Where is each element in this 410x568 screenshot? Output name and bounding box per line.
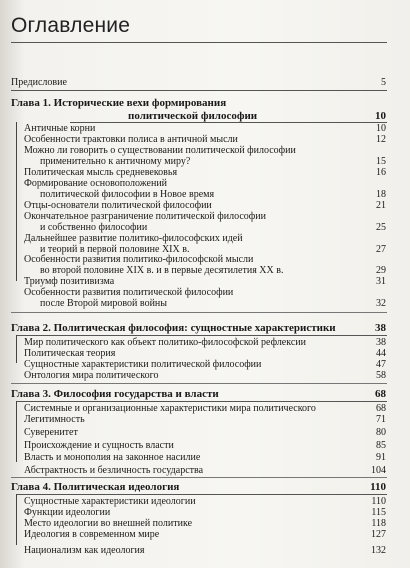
page-title: Оглавление [11,14,131,37]
toc-chapter-1-cont[interactable] [0,111,400,122]
section-page: 38 [376,337,386,348]
section-page: 115 [371,507,386,518]
toc-chapter-4[interactable] [0,482,400,493]
chapter-page: 68 [375,388,386,400]
section-label: Суверенитет [24,427,78,438]
section-label: Сущностные характеристики политической философии [24,359,262,370]
toc-section[interactable] [0,507,400,518]
section-page: 132 [371,545,386,556]
section-page: 32 [376,298,386,309]
toc-section[interactable] [0,178,400,189]
section-page: 68 [376,403,386,414]
section-label-cont: и теорий в первой половине XIX в. [40,244,190,255]
section-page: 21 [376,200,386,211]
section-page: 80 [376,427,386,438]
toc-section[interactable] [0,348,400,359]
toc-section[interactable] [0,337,400,348]
section-label: Окончательное разграничение политической философии [24,211,266,222]
preface-rule [11,90,387,91]
chapter-page: 110 [370,481,386,493]
toc-section[interactable] [0,414,400,425]
toc-section-cont[interactable] [0,222,400,233]
section-page: 58 [376,370,386,381]
section-label: Особенности развития политической философии [24,287,234,298]
toc-section-cont[interactable] [0,265,400,276]
section-label-cont: во второй половине XIX в. и в первые десятилетия XX в. [40,265,284,276]
section-label: Особенности развития политико-философской мысли [24,254,254,265]
toc-section[interactable] [0,518,400,529]
section-label: Античные корни [24,123,96,134]
section-page: 27 [376,244,386,255]
chapter-rule [16,401,387,402]
toc-section[interactable] [0,287,400,298]
section-page: 85 [376,440,386,451]
section-label: Национализм как идеология [24,545,145,556]
section-label-cont: политической философии в Новое время [40,189,215,200]
section-page: 44 [376,348,386,359]
section-label: Отцы-основатели политической философии [24,200,212,211]
chapter-end-rule [11,383,387,384]
section-label: Абстрактность и безличность государства [24,465,204,476]
section-page: 25 [376,222,386,233]
section-page: 18 [376,189,386,200]
toc-section[interactable] [0,200,400,211]
section-label: Легитимность [24,414,85,425]
section-page: 10 [376,123,386,134]
section-page: 31 [376,276,386,287]
chapter-title: Глава 1. Исторические вехи формирования [11,97,227,109]
section-label: Можно ли говорить о существовании политической философии [24,145,296,156]
title-rule [11,42,387,43]
toc-section[interactable] [0,211,400,222]
toc-section[interactable] [0,233,400,244]
toc-section[interactable] [0,359,400,370]
toc-section[interactable] [0,370,400,381]
toc-section[interactable] [0,452,400,463]
toc-chapter-2[interactable] [0,323,400,334]
section-label: Идеология в современном мире [24,529,160,540]
toc-section-cont[interactable] [0,189,400,200]
toc-entry-label: Предисловие [11,77,67,88]
section-label: Онтология мира политического [24,370,159,381]
section-label: Формирование основоположений [24,178,168,189]
section-page: 16 [376,167,386,178]
toc-entry-preface[interactable] [0,77,400,88]
chapter-page: 38 [375,322,386,334]
toc-section[interactable] [0,276,400,287]
toc-section-cont[interactable] [0,156,400,167]
toc-section[interactable] [0,545,400,556]
toc-section[interactable] [0,496,400,507]
section-label: Триумф позитивизма [24,276,115,287]
chapter-end-rule [11,312,387,313]
section-label: Политическая теория [24,348,116,359]
toc-section[interactable] [0,134,400,145]
section-label: Мир политического как объект политико-философской рефлексии [24,337,306,348]
chapter-title: Глава 4. Политическая идеология [11,481,180,493]
chapter-title: Глава 3. Философия государства и власти [11,388,219,400]
chapter-end-rule [11,477,387,478]
section-page: 127 [371,529,386,540]
toc-chapter-3[interactable] [0,389,400,400]
section-page: 104 [371,465,386,476]
section-page: 91 [376,452,386,463]
toc-section[interactable] [0,145,400,156]
toc-entry-page: 5 [381,77,386,88]
chapter-title: Глава 2. Политическая философия: сущностные характеристики [11,322,336,334]
toc-section[interactable] [0,465,400,476]
section-page: 71 [376,414,386,425]
section-label: Особенности трактовки полиса в античной мысли [24,134,238,145]
toc-section[interactable] [0,167,400,178]
chapter-page: 10 [375,110,386,122]
toc-section[interactable] [0,403,400,414]
toc-section[interactable] [0,123,400,134]
section-page: 12 [376,134,386,145]
section-page: 110 [371,496,386,507]
section-page: 47 [376,359,386,370]
section-label: Политическая мысль средневековья [24,167,178,178]
section-label: Дальнейшее развитие политико-философских идей [24,233,243,244]
toc-section[interactable] [0,427,400,438]
section-page: 118 [371,518,386,529]
chapter-rule [16,494,387,495]
section-label: Происхождение и сущность власти [24,440,174,451]
section-label: Власть и монополия на законное насилие [24,452,201,463]
section-label-cont: применительно к античному миру? [40,156,191,167]
toc-chapter-1[interactable] [0,98,400,109]
toc-section-cont[interactable] [0,298,400,309]
section-page: 15 [376,156,386,167]
chapter-title-cont: политической философии [128,110,258,122]
section-label: Место идеологии во внешней политике [24,518,193,529]
toc-section[interactable] [0,254,400,265]
toc-section[interactable] [0,440,400,451]
toc-section[interactable] [0,529,400,540]
section-label: Функции идеологии [24,507,111,518]
section-label: Системные и организационные характеристики мира политического [24,403,316,414]
chapter-rule [16,335,387,336]
section-label-cont: и собственно философии [40,222,148,233]
section-label: Сущностные характеристики идеологии [24,496,196,507]
section-page: 29 [376,265,386,276]
section-label-cont: после Второй мировой войны [40,298,167,309]
